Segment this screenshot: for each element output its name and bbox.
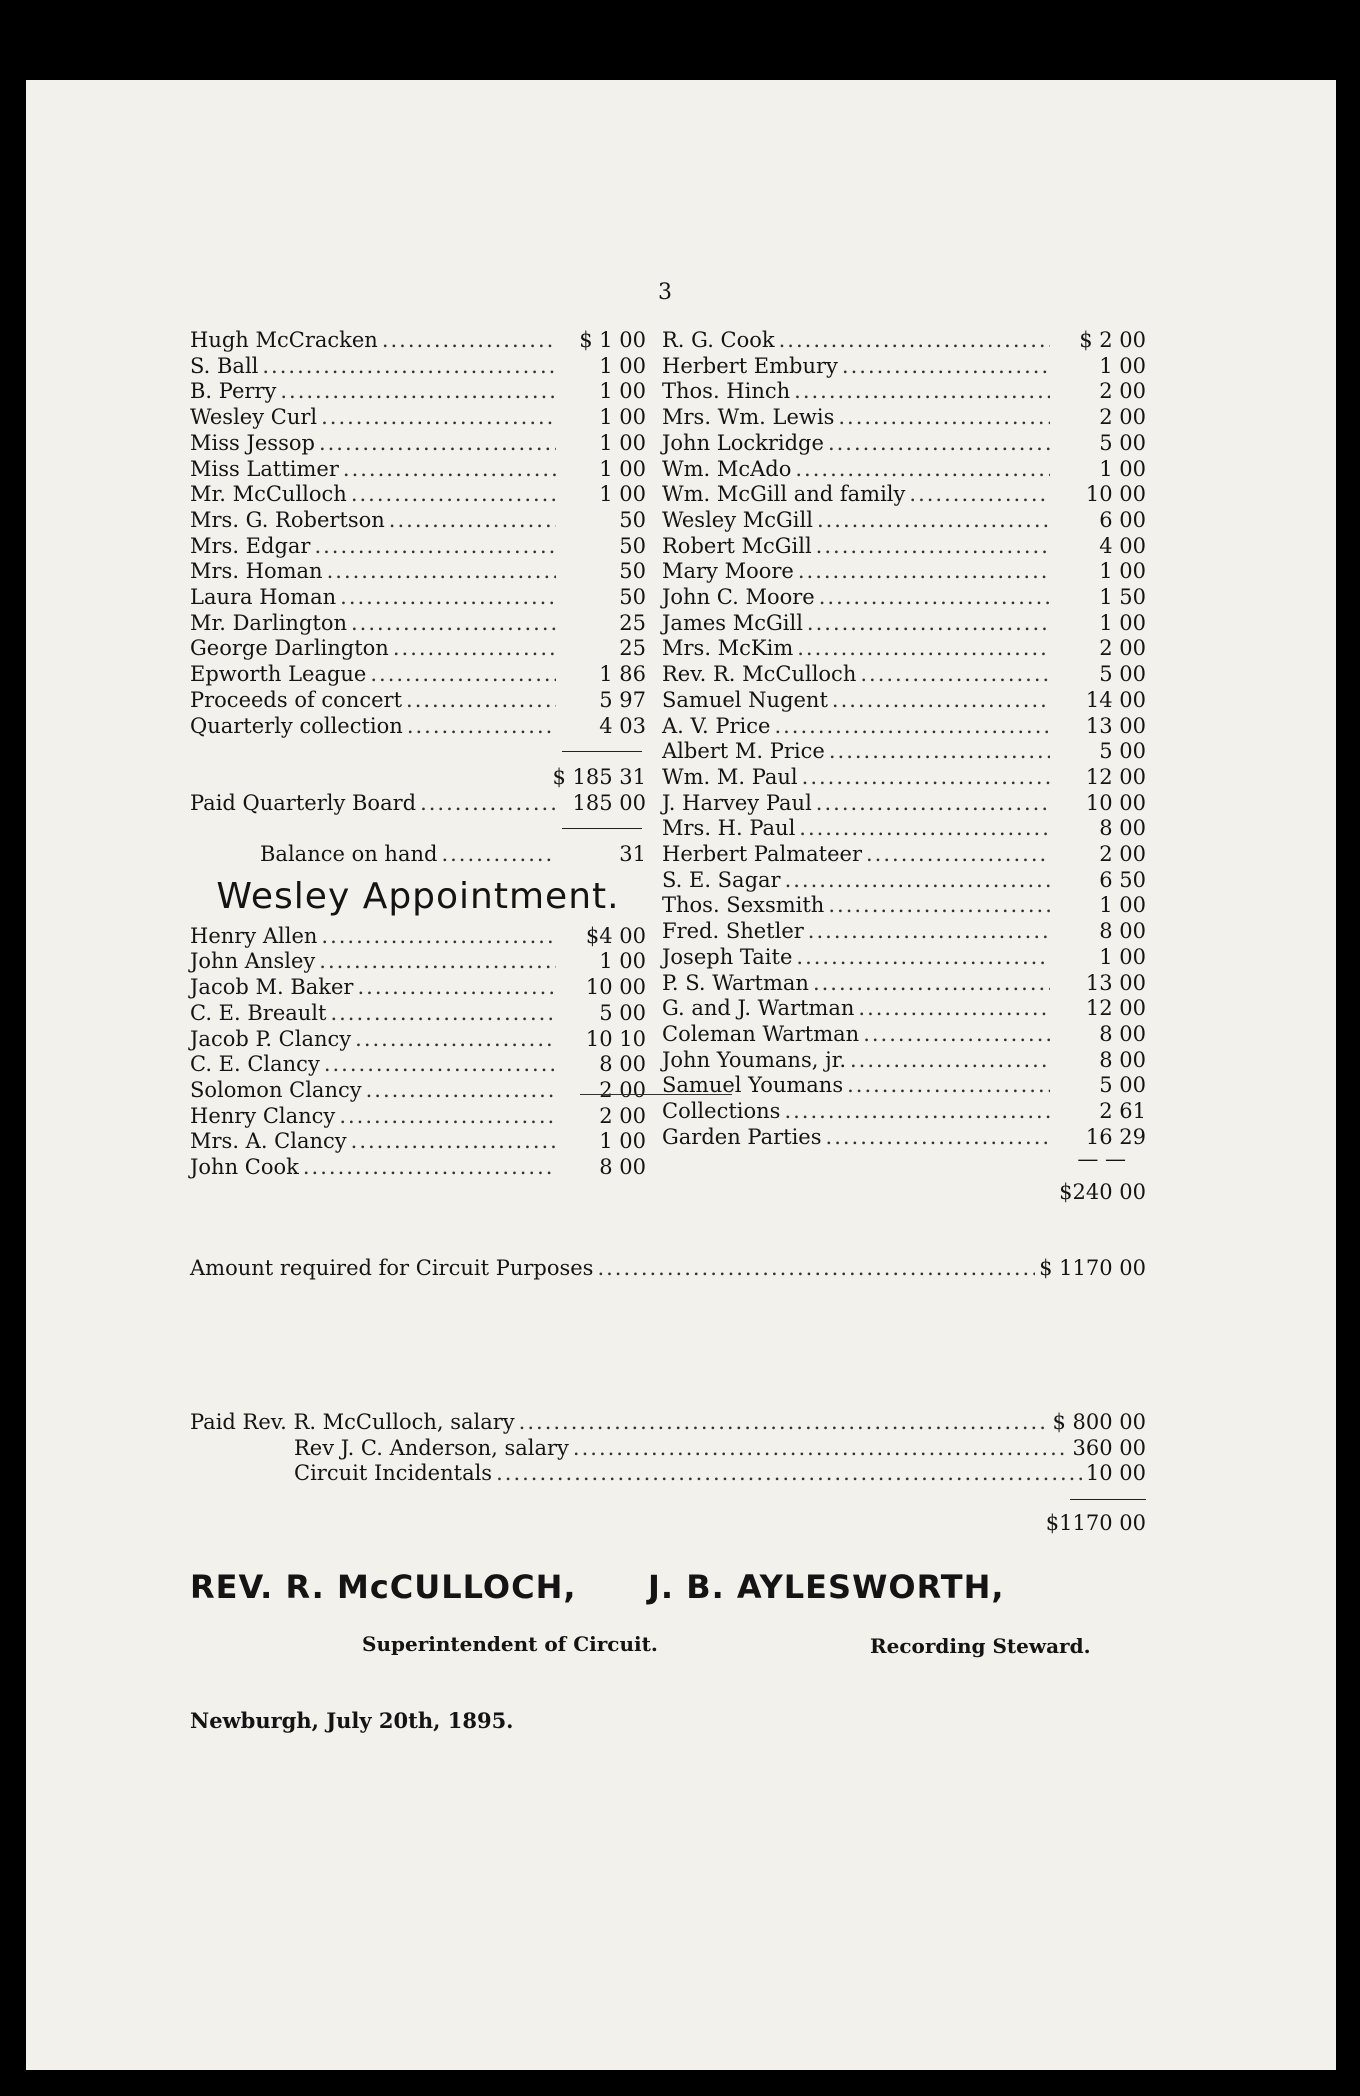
subscription-amount: $4 00: [585, 923, 646, 948]
subscription-row: [662, 431, 1146, 457]
date-line: Newburgh, July 20th, 1895.: [190, 1708, 514, 1733]
leader-dots: [321, 405, 556, 431]
subscriber-name: Epworth League: [190, 662, 367, 687]
leader-dots: [816, 534, 1050, 560]
leader-dots: [420, 791, 556, 817]
subscription-row: [662, 328, 1146, 354]
subscription-amount: 6 00: [1099, 507, 1146, 532]
circuit-required-label: Amount required for Circuit Purposes: [190, 1256, 594, 1280]
leader-dots: [847, 1073, 1050, 1099]
payment-row: Rev J. C. Anderson, salary ..... 360 00: [190, 1436, 1146, 1462]
subscription-amount: 2 00: [1099, 405, 1146, 430]
subscription-amount: 1 86: [599, 662, 646, 687]
payment-row: Paid Rev. R. McCulloch, salary ..... $ 800 00: [190, 1410, 1146, 1436]
subscription-amount: 2 00: [1099, 842, 1146, 867]
subscription-row: [662, 739, 1146, 765]
subscription-row: [662, 971, 1146, 997]
subscription-row: [662, 893, 1146, 919]
subscriber-name: Mr. McCulloch: [190, 482, 347, 507]
subscription-amount: 6 50: [1099, 867, 1146, 892]
subscriber-name: Fred. Shetler: [662, 919, 804, 944]
subscription-row: [190, 482, 646, 508]
subscription-row: [662, 662, 1146, 688]
subscription-row: [190, 1104, 646, 1130]
subscription-row: [190, 1001, 646, 1027]
balance-rule: [190, 816, 646, 842]
subscription-amount: 2 00: [599, 1103, 646, 1128]
left-column: [190, 328, 646, 1181]
subscriber-name: Solomon Clancy: [190, 1077, 362, 1102]
subscription-row: [190, 1027, 646, 1053]
subscription-amount: 13 00: [1085, 970, 1146, 995]
leader-dots: [784, 1099, 1050, 1125]
payments-block: [190, 1410, 1146, 1537]
subscriber-name: Wm. McAdo: [662, 456, 792, 481]
subscription-amount: 1 00: [1099, 353, 1146, 378]
leader-dots: [597, 1256, 1035, 1282]
subscription-row: [190, 405, 646, 431]
leader-dots: [842, 354, 1050, 380]
circuit-required-amount: $ 1170 00: [1039, 1256, 1146, 1280]
subscriber-name: P. S. Wartman: [662, 970, 809, 995]
subscription-amount: 5 97: [599, 687, 646, 712]
subscription-amount: 12 00: [1085, 996, 1146, 1021]
subscription-row: [662, 996, 1146, 1022]
leader-dots: [406, 688, 556, 714]
leader-dots: [797, 636, 1050, 662]
subscriber-name: Thos. Hinch: [662, 379, 791, 404]
subscription-amount: 50: [619, 559, 646, 584]
subscription-amount: 2 61: [1099, 1099, 1146, 1124]
subscriber-name: R. G. Cook: [662, 328, 775, 352]
leader-dots: [330, 1001, 556, 1027]
subscriber-name: C. E. Breault: [190, 1000, 327, 1025]
subscriber-name: Samuel Youmans: [662, 1073, 844, 1098]
leader-dots: [441, 842, 556, 868]
subscription-row: [190, 1078, 646, 1104]
subscription-row: [662, 765, 1146, 791]
leader-dots: [828, 893, 1050, 919]
subscription-row: [662, 842, 1146, 868]
page-number: 3: [658, 280, 672, 305]
leader-dots: [407, 714, 556, 740]
leader-dots: [280, 379, 556, 405]
subscriber-name: John Ansley: [190, 949, 316, 974]
subscription-amount: 5 00: [599, 1000, 646, 1025]
subscription-amount: 5 00: [1099, 430, 1146, 455]
subscriber-name: B. Perry: [190, 379, 277, 404]
subtotal-rule: [190, 739, 646, 765]
payments-total-rule: [190, 1487, 1146, 1511]
subscription-amount: 4 00: [1099, 533, 1146, 558]
subscription-row: [190, 662, 646, 688]
subscription-row: [190, 636, 646, 662]
leader-dots: [351, 482, 556, 508]
leader-dots: [798, 559, 1050, 585]
paid-board-amount: 185 00: [572, 790, 646, 815]
paid-board-label: Paid Quarterly Board: [190, 790, 417, 815]
subscriber-name: George Darlington: [190, 636, 389, 661]
subscriber-name: James McGill: [662, 610, 803, 635]
subscription-amount: 50: [619, 585, 646, 610]
subscription-row: [662, 405, 1146, 431]
subscription-row: [662, 585, 1146, 611]
subscriber-name: Henry Allen: [190, 923, 318, 948]
subscription-row: [662, 534, 1146, 560]
leader-dots: [389, 508, 556, 534]
subscription-row: [662, 1048, 1146, 1074]
subscription-amount: $ 1 00: [579, 328, 646, 352]
subscription-row: [190, 379, 646, 405]
subscription-amount: 16 29: [1085, 1124, 1146, 1149]
leader-dots: [802, 765, 1050, 791]
subscription-amount: 2 00: [1099, 379, 1146, 404]
subscription-row: [190, 924, 646, 950]
leader-dots: [796, 945, 1050, 971]
subscription-amount: 5 00: [1099, 662, 1146, 687]
subscription-amount: $ 2 00: [1079, 328, 1146, 352]
subscriber-name: Miss Lattimer: [190, 456, 339, 481]
leader-dots: [860, 662, 1050, 688]
subscriber-name: A. V. Price: [662, 713, 771, 738]
subscriber-name: Rev. R. McCulloch: [662, 662, 857, 687]
subscription-row: [190, 534, 646, 560]
subscription-amount: 10 00: [585, 975, 646, 1000]
subscription-amount: 13 00: [1085, 713, 1146, 738]
subscription-row: [190, 431, 646, 457]
subscription-amount: 1 00: [599, 949, 646, 974]
leader-dots: [324, 1052, 556, 1078]
subscriber-name: C. E. Clancy: [190, 1052, 320, 1077]
leader-dots: [321, 924, 556, 950]
leader-dots: [366, 1078, 556, 1104]
subscriber-name: Wm. M. Paul: [662, 764, 798, 789]
leader-dots: [799, 816, 1050, 842]
right-total-amount: $240 00: [1059, 1180, 1146, 1205]
subscription-row: [662, 1073, 1146, 1099]
subscription-amount: 1 00: [1099, 456, 1146, 481]
right-column: [662, 328, 1146, 1206]
subscriber-name: John Lockridge: [662, 430, 824, 455]
subscriber-name: Jacob P. Clancy: [190, 1026, 352, 1051]
leader-dots: [355, 1027, 556, 1053]
subscription-row: [190, 508, 646, 534]
leader-dots: [343, 457, 556, 483]
subscription-amount: 1 00: [599, 379, 646, 404]
subscription-row: [190, 1155, 646, 1181]
leader-dots: [807, 611, 1050, 637]
leader-dots: [393, 636, 556, 662]
leader-dots: [808, 919, 1050, 945]
subscription-row: [662, 379, 1146, 405]
subscription-amount: 8 00: [599, 1155, 646, 1180]
subscription-amount: 8 00: [1099, 1047, 1146, 1072]
subscription-row: [662, 791, 1146, 817]
leader-dots: [351, 1129, 556, 1155]
document-page: [26, 80, 1336, 2070]
subscription-row: [190, 328, 646, 354]
subscription-amount: 8 00: [599, 1052, 646, 1077]
subscription-row: [190, 1129, 646, 1155]
subscriber-name: Collections: [662, 1099, 781, 1124]
subscriber-name: Wm. McGill and family: [662, 482, 906, 507]
subscription-row: [662, 868, 1146, 894]
leader-dots: [826, 1125, 1050, 1151]
leader-dots: [858, 996, 1050, 1022]
signature-superintendent: REV. R. McCULLOCH,: [190, 1568, 577, 1606]
subscription-row: [190, 688, 646, 714]
subscriber-name: Henry Clancy: [190, 1103, 336, 1128]
subscriber-name: Quarterly collection: [190, 713, 403, 738]
subscriber-name: J. Harvey Paul: [662, 790, 812, 815]
subscriber-name: Mr. Darlington: [190, 610, 347, 635]
subscription-amount: 14 00: [1085, 687, 1146, 712]
subscription-amount: 1 00: [599, 1129, 646, 1154]
subscription-amount: 10 00: [1085, 482, 1146, 507]
leader-dots: [519, 1410, 1049, 1436]
subscription-amount: 1 00: [599, 405, 646, 430]
subscription-amount: 2 00: [599, 1077, 646, 1102]
subscription-amount: 5 00: [1099, 1073, 1146, 1098]
payment-row: Circuit Incidentals ..... 10 00: [190, 1461, 1146, 1487]
subscription-row: [662, 559, 1146, 585]
subscription-amount: 4 03: [599, 713, 646, 738]
subscription-row: [662, 354, 1146, 380]
subscription-row: [662, 1125, 1146, 1151]
leader-dots: [339, 1104, 556, 1130]
subscription-row: [190, 354, 646, 380]
subscriber-name: Garden Parties: [662, 1124, 822, 1149]
leader-dots: [319, 949, 556, 975]
total-rule: [662, 1151, 1146, 1177]
subscription-row: [662, 945, 1146, 971]
balance-row: [190, 842, 646, 868]
subscription-row: [190, 585, 646, 611]
title-steward: Recording Steward.: [870, 1634, 1091, 1658]
paid-board-row: [190, 791, 646, 817]
subscription-amount: 1 00: [599, 456, 646, 481]
leader-dots: [819, 585, 1050, 611]
subscriber-name: S. E. Sagar: [662, 867, 781, 892]
leader-dots: [832, 688, 1050, 714]
leader-dots: [817, 508, 1050, 534]
subscription-row: [190, 975, 646, 1001]
subscriber-name: Herbert Palmateer: [662, 842, 862, 867]
subscriber-name: Mrs. Edgar: [190, 533, 311, 558]
leader-dots: [357, 975, 556, 1001]
subscriber-name: G. and J. Wartman: [662, 996, 855, 1021]
subscription-amount: 1 00: [1099, 893, 1146, 918]
subscription-row: [662, 919, 1146, 945]
circuit-required-row: [190, 1256, 1146, 1282]
subscription-amount: 1 00: [599, 430, 646, 455]
subscriber-name: Mrs. McKim: [662, 636, 794, 661]
subscription-row: [662, 636, 1146, 662]
subscription-row: [190, 714, 646, 740]
subscriber-name: Samuel Nugent: [662, 687, 828, 712]
left-subscription-list: [190, 328, 646, 739]
leader-dots: [785, 868, 1050, 894]
leader-dots: [909, 482, 1050, 508]
leader-dots: [794, 379, 1050, 405]
subscription-amount: 25: [619, 610, 646, 635]
leader-dots: [850, 1048, 1050, 1074]
subscription-row: [190, 457, 646, 483]
subscription-row: [662, 508, 1146, 534]
leader-dots: [262, 354, 556, 380]
wesley-subscription-list: [190, 924, 646, 1181]
subscription-amount: 50: [619, 533, 646, 558]
subscriber-name: Miss Jessop: [190, 430, 315, 455]
wesley-appointment-heading: Wesley Appointment.: [216, 875, 620, 917]
subscriber-name: John C. Moore: [662, 585, 815, 610]
subscription-amount: 5 00: [1099, 739, 1146, 764]
subscriber-name: John Youmans, jr.: [662, 1047, 846, 1072]
subscription-amount: 1 00: [599, 353, 646, 378]
subscription-amount: 12 00: [1085, 764, 1146, 789]
leader-dots: [838, 405, 1050, 431]
leader-dots: [866, 842, 1050, 868]
subscriber-name: Mrs. Homan: [190, 559, 323, 584]
subscription-row: [662, 482, 1146, 508]
subscriber-name: Laura Homan: [190, 585, 337, 610]
subscriber-name: Wesley McGill: [662, 507, 813, 532]
subscriber-name: Herbert Embury: [662, 353, 838, 378]
subtotal-row: [190, 765, 646, 791]
subscription-row: [662, 714, 1146, 740]
leader-dots: [828, 431, 1050, 457]
leader-dots: [319, 431, 556, 457]
subscription-row: [662, 1022, 1146, 1048]
subscriber-name: Robert McGill: [662, 533, 812, 558]
subscriber-name: Thos. Sexsmith: [662, 893, 825, 918]
subscription-row: [190, 559, 646, 585]
subscription-row: [662, 457, 1146, 483]
payments-total-row: [190, 1511, 1146, 1537]
subscription-amount: 8 00: [1099, 816, 1146, 841]
subscription-amount: 1 00: [599, 482, 646, 507]
subscriber-name: Hugh McCracken: [190, 328, 378, 352]
leader-dots: [795, 457, 1050, 483]
leader-dots: [327, 559, 556, 585]
subscription-row: [662, 688, 1146, 714]
signature-steward: J. B. AYLESWORTH,: [648, 1568, 1005, 1606]
subscription-amount: 8 00: [1099, 1021, 1146, 1046]
leader-dots: [779, 328, 1050, 354]
leader-dots: [382, 328, 556, 354]
subscriber-name: Jacob M. Baker: [190, 975, 354, 1000]
subscription-row: [662, 816, 1146, 842]
balance-label: Balance on hand: [260, 842, 438, 867]
right-total-row: [662, 1180, 1146, 1206]
subscription-amount: 50: [619, 507, 646, 532]
subscription-amount: 8 00: [1099, 919, 1146, 944]
subscription-amount: 1 00: [1099, 610, 1146, 635]
subscriber-name: Mrs. A. Clancy: [190, 1129, 347, 1154]
subscriber-name: S. Ball: [190, 353, 259, 378]
leader-dots: [813, 971, 1050, 997]
subscriber-name: Coleman Wartman: [662, 1021, 860, 1046]
subscription-row: [190, 1052, 646, 1078]
subscription-amount: 10 00: [1085, 790, 1146, 815]
subscriber-name: John Cook: [190, 1155, 299, 1180]
subscription-amount: 10 10: [585, 1026, 646, 1051]
subscription-row: [662, 611, 1146, 637]
leader-dots: [340, 585, 556, 611]
subscription-amount: 25: [619, 636, 646, 661]
subscription-row: [190, 949, 646, 975]
subscriber-name: Joseph Taite: [662, 944, 793, 969]
right-subscription-list: [662, 328, 1146, 1151]
subscription-row: [662, 1099, 1146, 1125]
leader-dots: [816, 791, 1050, 817]
leader-dots: [496, 1461, 1082, 1487]
leader-dots: [863, 1022, 1050, 1048]
subscriber-name: Mary Moore: [662, 559, 794, 584]
leader-dots: [351, 611, 556, 637]
leader-dots: [573, 1436, 1069, 1462]
subscriber-name: Wesley Curl: [190, 405, 318, 430]
subscription-row: [190, 611, 646, 637]
subscriber-name: Albert M. Price: [662, 739, 825, 764]
subscriber-name: Mrs. G. Robertson: [190, 507, 385, 532]
subscriber-name: Proceeds of concert: [190, 687, 403, 712]
subscription-amount: 1 00: [1099, 559, 1146, 584]
subscriber-name: Mrs. Wm. Lewis: [662, 405, 835, 430]
leader-dots: [774, 714, 1050, 740]
balance-amount: 31: [619, 842, 646, 867]
subscription-amount: 1 00: [1099, 944, 1146, 969]
leader-dots: [829, 739, 1050, 765]
subscription-amount: 2 00: [1099, 636, 1146, 661]
subtotal-amount: $ 185 31: [552, 764, 646, 789]
section-divider: [580, 1094, 732, 1095]
payments-total-amount: $1170 00: [1045, 1511, 1146, 1536]
title-superintendent: Superintendent of Circuit.: [362, 1632, 658, 1656]
leader-dots: [303, 1155, 556, 1181]
leader-dots: [370, 662, 556, 688]
subscriber-name: Mrs. H. Paul: [662, 816, 796, 841]
subscription-amount: 1 50: [1099, 585, 1146, 610]
leader-dots: [314, 534, 556, 560]
